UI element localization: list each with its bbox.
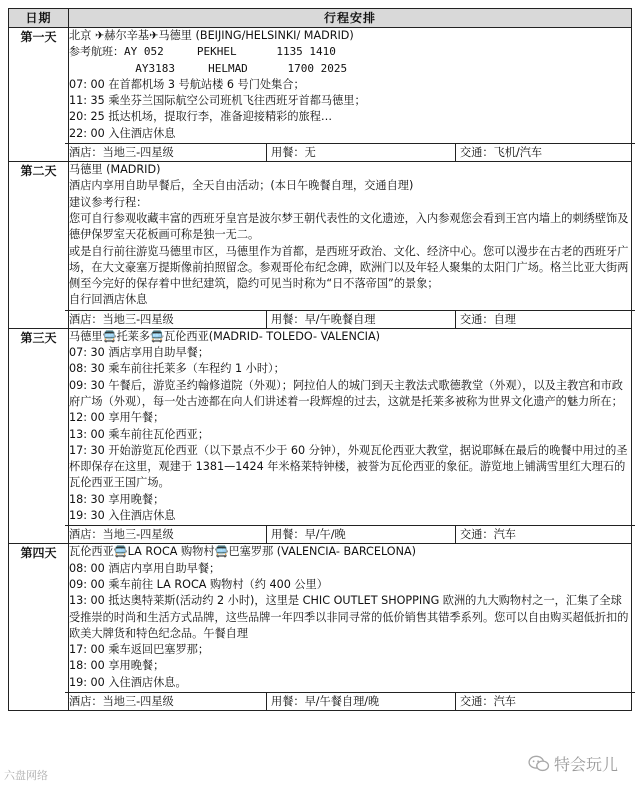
itinerary-table: [8, 8, 632, 711]
day-footer: [65, 310, 635, 329]
day-row: [9, 544, 632, 711]
schedule-item: 酒店内享用自助早餐后，全天自由活动；(本日午晚餐自理，交通自理): [69, 179, 414, 193]
watermark-right: [528, 752, 618, 775]
schedule-item: 您可自行参观收藏丰富的西班牙皇宫是波尔梦王朝代表性的文化遗迹，入内参观您会看到王宫内墙上的刺绣壁饰及德伊保罗室天花板画可称是独一无二。: [69, 211, 629, 242]
schedule-item: 13: 00 乘车前往瓦伦西亚；: [69, 427, 210, 441]
header-row: [9, 9, 632, 28]
schedule-item: 20: 25 抵达机场，提取行李，准备迎接精彩的旅程…: [69, 110, 333, 124]
meal-info: 用餐：早/午餐自理/晚: [267, 693, 456, 711]
schedule-item: 12: 00 享用午餐；: [69, 411, 165, 425]
meal-info: 用餐：无: [267, 144, 456, 162]
day-label: 第三天: [9, 328, 69, 544]
schedule-item: 22: 00 入住酒店休息: [69, 126, 176, 140]
day-row: [9, 328, 632, 544]
day-footer: [65, 692, 635, 711]
schedule-item: 07: 30 酒店享用自助早餐；: [69, 346, 210, 360]
schedule-item: 19: 30 入住酒店休息: [69, 509, 176, 523]
watermark-text: 特会玩儿: [553, 755, 618, 774]
route-title: 瓦伦西亚🚍LA ROCA 购物村🚍巴塞罗那 (VALENCIA- BARCELONA): [69, 545, 416, 559]
schedule-item: 07: 00 在首都机场 3 号航站楼 6 号门处集合；: [69, 77, 305, 91]
transport-info: 交通：自理: [460, 312, 516, 326]
header-date: 日期: [9, 9, 69, 28]
day-content: [69, 162, 632, 329]
day-footer: [65, 525, 635, 544]
schedule-item: 17: 00 乘车返回巴塞罗那；: [69, 643, 210, 657]
route-title: 马德里🚍托莱多🚍瓦伦西亚(MADRID- TOLEDO- VALENCIA): [69, 329, 380, 343]
day-content: [69, 544, 632, 711]
meal-info: 用餐：早/午/晚: [267, 526, 456, 544]
hotel-info: 酒店：当地三-四星级: [65, 311, 267, 329]
schedule-item: 11: 35 乘坐芬兰国际航空公司班机飞往西班牙首都马德里；: [69, 94, 366, 108]
schedule-item: 08: 00 酒店内享用自助早餐；: [69, 561, 221, 575]
day-footer: [65, 143, 635, 162]
day-content: [69, 28, 632, 162]
flight-info: 参考航班：AY 052 PEKHEL 1135 1410: [69, 45, 336, 59]
transport-info: 交通：飞机/汽车: [460, 146, 543, 160]
day-content: [69, 328, 632, 544]
wechat-icon: [528, 755, 550, 773]
hotel-info: 酒店：当地三-四星级: [65, 144, 267, 162]
schedule-item: 09: 30 午餐后，游览圣约翰修道院（外观）；阿拉伯人的城门到天主教法式歌德教堂（外观），以及主教宫和市政府广场（外观），每一处古迹都在向人们讲述着一段辉煌的过去，这就是托莱多被称为世界文化遗产的魅力所在；: [69, 378, 623, 408]
transport-info: 交通：汽车: [460, 528, 516, 542]
day-row: [9, 28, 632, 162]
schedule-item: 18: 00 享用晚餐；: [69, 659, 165, 673]
hotel-info: 酒店：当地三-四星级: [65, 693, 267, 711]
schedule-item: 13: 00 抵达奥特莱斯(活动约 2 小时)，这里是 CHIC OUTLET SHOPPING 欧洲的九大购物村之一，汇集了全球受推崇的时尚和生活方式品牌，这些品牌一年四季以非同寻常的低价销售其错季系列。您可以自由购买超低折扣的欧美大牌货和特色纪念品。午餐自理: [69, 594, 629, 640]
route-title: 马德里 (MADRID): [69, 163, 161, 177]
route-title: 北京 ✈赫尔辛基✈马德里 (BEIJING/HELSINKI/ MADRID): [69, 29, 354, 42]
schedule-item: 18: 30 享用晚餐；: [69, 492, 165, 506]
schedule-item: 17: 30 开始游览瓦伦西亚（以下景点不少于 60 分钟），外观瓦伦西亚大教堂，据说耶稣在最后的晚餐中用过的圣杯即保存在这里，观建于 1381—1424 年米格莱特钟楼，被誉为瓦伦西亚的象征。游览地上铺满雪里红大理石的瓦伦西亚王国广场。: [69, 443, 628, 490]
schedule-item: 建议参考行程：: [69, 195, 148, 209]
schedule-item: 19: 00 入住酒店休息。: [69, 675, 187, 689]
transport-info: 交通：汽车: [460, 694, 516, 708]
flight-info: AY3183 HELMAD 1700 2025: [69, 61, 348, 75]
day-label: 第一天: [9, 28, 69, 162]
schedule-item: 自行回酒店休息: [69, 293, 148, 307]
meal-info: 用餐：早/午晚餐自理: [267, 311, 456, 329]
watermark-left: 六盘网络: [4, 769, 48, 782]
schedule-item: 09: 00 乘车前往 LA ROCA 购物村（约 400 公里）: [69, 577, 328, 591]
day-label: 第二天: [9, 162, 69, 329]
header-schedule: 行程安排: [69, 9, 632, 28]
schedule-item: 08: 30 乘车前往托莱多（车程约 1 小时）；: [69, 362, 285, 376]
day-label: 第四天: [9, 544, 69, 711]
hotel-info: 酒店：当地三-四星级: [65, 526, 267, 544]
schedule-item: 或是自行前往游览马德里市区，马德里作为首都，是西班牙政治、文化、经济中心。您可以漫步在古老的西班牙广场，在大文豪塞万提斯像前拍照留念。参观哥伦布纪念碑，欧洲门以及年轻人聚集的太阳门广场。格兰比亚大街两侧至今完好的保存着中世纪建筑，隐约可见当时称为“日不落帝国”的景象；: [69, 244, 629, 291]
day-row: [9, 162, 632, 329]
